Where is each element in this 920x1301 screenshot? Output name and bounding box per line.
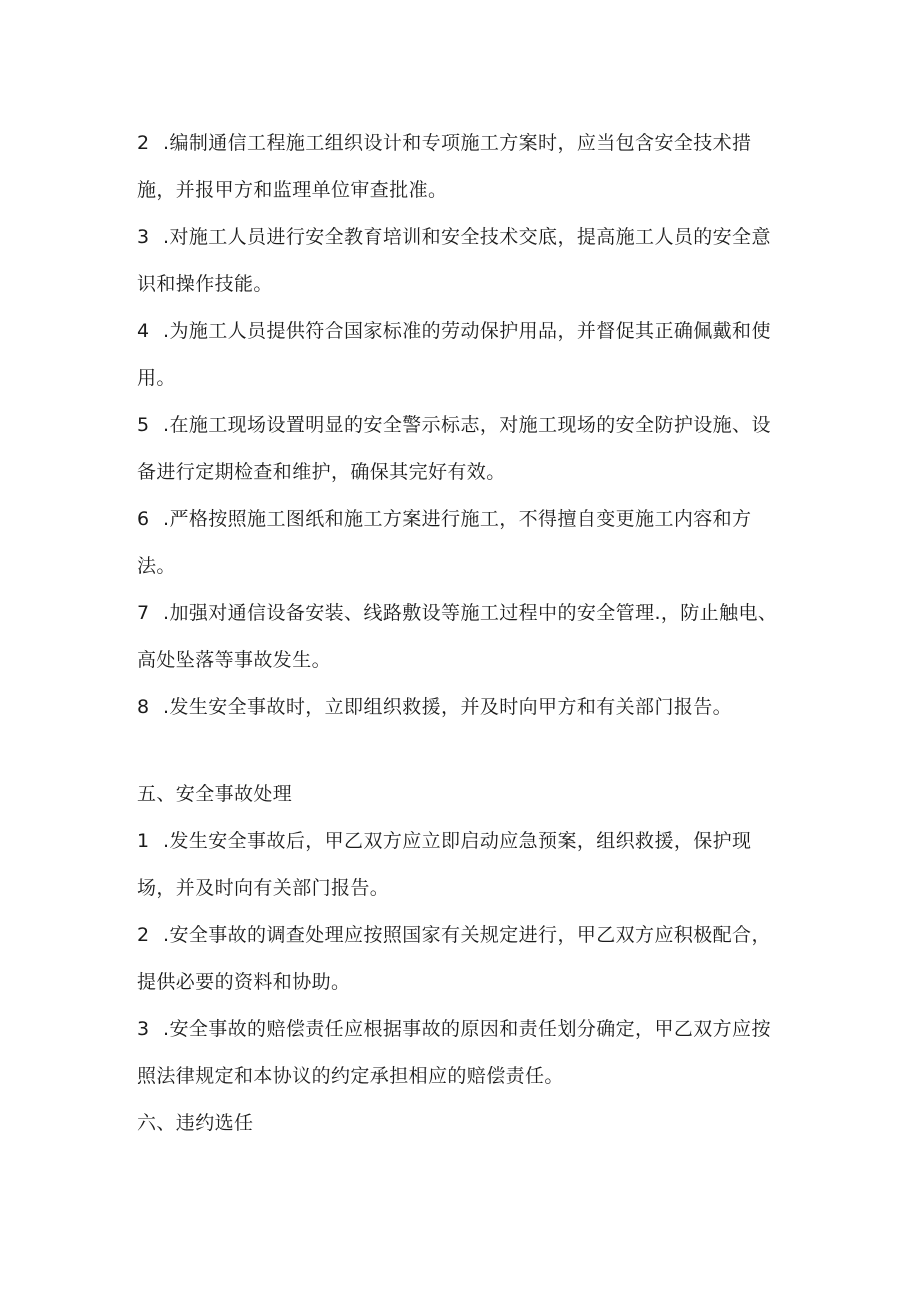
item-text: .安全事故的调查处理应按照国家有关规定进行，甲乙双方应积极配合，提供必要的资料和协助。 — [137, 924, 771, 993]
item-text: .在施工现场设置明显的安全警示标志，对施工现场的安全防护设施、设备进行定期检查和维护，确保其完好有效。 — [137, 414, 771, 483]
item-text: .安全事故的赔偿责任应根据事故的原因和责任划分确定，甲乙双方应按照法律规定和本协议的约定承担相应的赔偿责任。 — [137, 1018, 771, 1087]
item-number: 6 — [137, 508, 150, 530]
item-number: 5 — [137, 414, 150, 436]
section-heading-accident-handling: 五、安全事故处理 — [137, 783, 293, 805]
item-number: 7 — [137, 602, 150, 624]
item-text: .发生安全事故后，甲乙双方应立即启动应急预案，组织救援，保护现场，并及时向有关部门报告。 — [137, 830, 752, 899]
accident-item-3 — [137, 1006, 787, 1100]
item-text: .为施工人员提供符合国家标准的劳动保护用品，并督促其正确佩戴和使用。 — [137, 320, 771, 389]
section-heading-breach: 六、违约选任 — [137, 1112, 254, 1134]
item-number: 8 — [137, 696, 150, 718]
item-number: 3 — [137, 1018, 150, 1040]
item-text: .编制通信工程施工组织设计和专项施工方案时，应当包含安全技术措施，并报甲方和监理单位审查批准。 — [137, 132, 752, 201]
item-text: .发生安全事故时，立即组织救援，并及时向甲方和有关部门报告。 — [163, 696, 733, 718]
list-item-3 — [137, 214, 787, 308]
list-item-6 — [137, 496, 787, 590]
list-item-7 — [137, 590, 787, 684]
list-item-2 — [137, 120, 787, 214]
list-item-5 — [137, 402, 787, 496]
list-item-8 — [137, 684, 787, 731]
item-number: 3 — [137, 226, 150, 248]
list-item-4 — [137, 308, 787, 402]
accident-item-1 — [137, 818, 787, 912]
item-number: 1 — [137, 830, 150, 852]
item-text: .加强对通信设备安装、线路敷设等施工过程中的安全管理.，防止触电、高处坠落等事故发生。 — [137, 602, 778, 671]
item-number: 2 — [137, 924, 150, 946]
item-number: 4 — [137, 320, 150, 342]
section-gap — [137, 731, 787, 771]
item-text: .严格按照施工图纸和施工方案进行施工，不得擅自变更施工内容和方法。 — [137, 508, 752, 577]
item-number: 2 — [137, 132, 150, 154]
accident-item-2 — [137, 912, 787, 1006]
item-text: .对施工人员进行安全教育培训和安全技术交底，提高施工人员的安全意识和操作技能。 — [137, 226, 771, 295]
document-body — [137, 120, 787, 1147]
